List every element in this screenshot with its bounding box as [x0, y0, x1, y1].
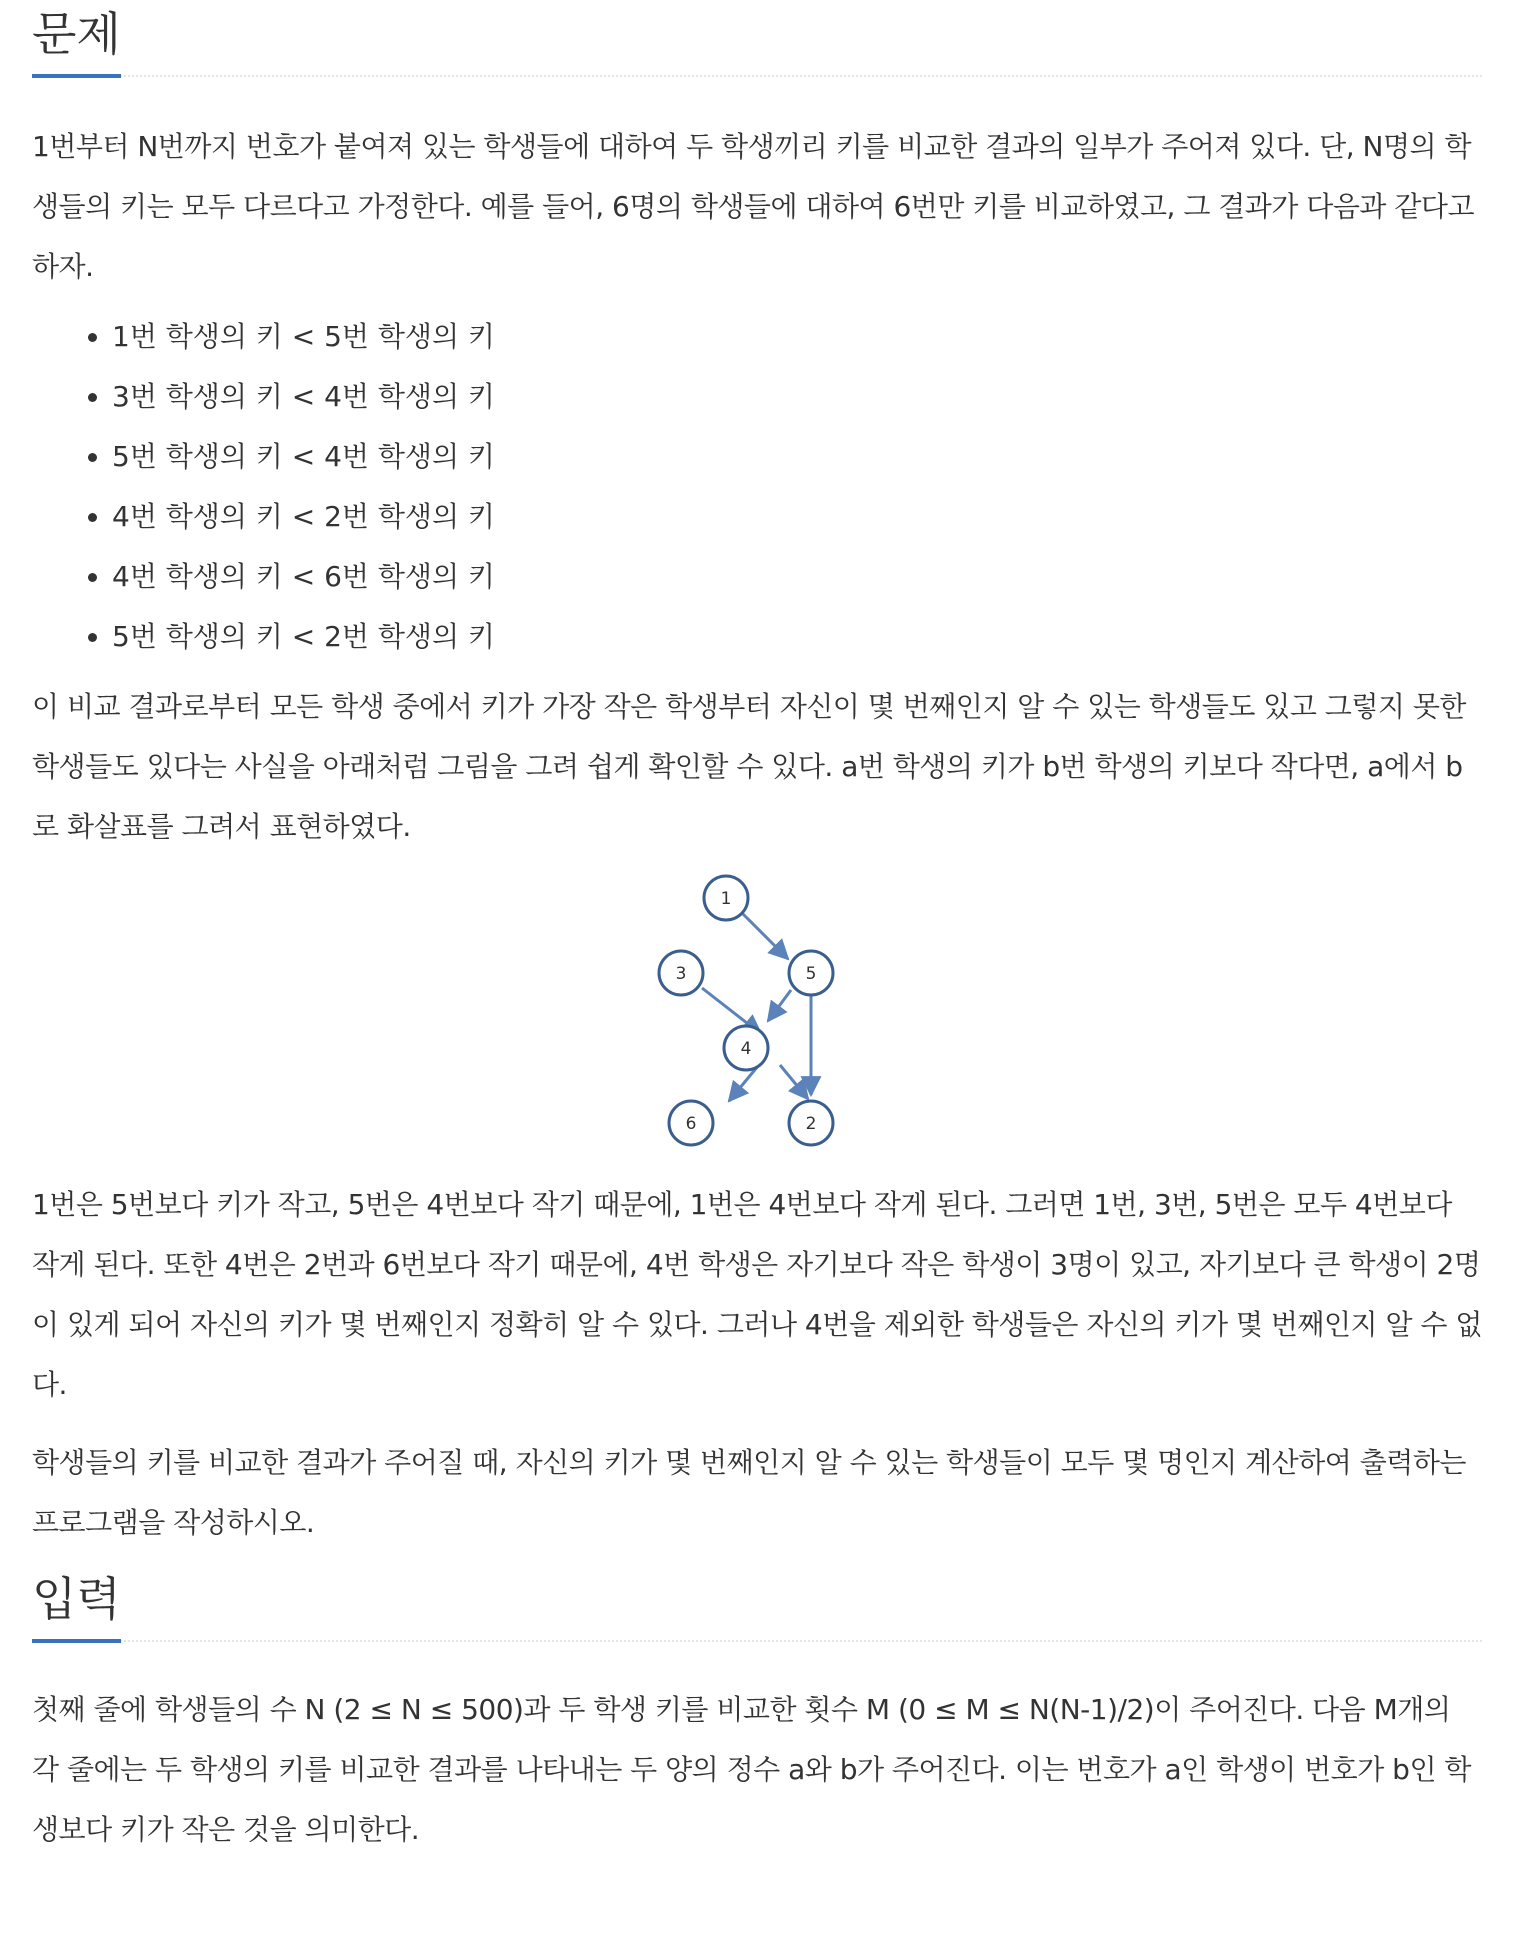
graph-node-4: [724, 1026, 768, 1070]
graph-explanation: 1번은 5번보다 키가 작고, 5번은 4번보다 작기 때문에, 1번은 4번보다 작게 된다. 그러면 1번, 3번, 5번은 모두 4번보다 작게 된다. 또한 4번은 2번과 6번보다 작기 때문에, 4번 학생은 자기보다 작은 학생이 3명이 있고, 자기보다 큰 학생이 2명이 있게 되어 자신의 키가 몇 번째인지 정확히 알 수 있다. 그러나 4번을 제외한 학생들은 자신의 키가 몇 번째인지 알 수 없다.: [32, 1188, 1482, 1401]
input-heading: 입력: [32, 1567, 121, 1643]
relation-item: • 3번 학생의 키 < 4번 학생의 키: [112, 367, 1482, 427]
relation-item: • 4번 학생의 키 < 6번 학생의 키: [112, 547, 1482, 607]
svg-text:3: 3: [675, 964, 687, 984]
relation-item: • 5번 학생의 키 < 4번 학생의 키: [112, 427, 1482, 487]
graph-node-1: [704, 876, 748, 920]
relation-item: • 4번 학생의 키 < 2번 학생의 키: [112, 487, 1482, 547]
graph-node-5: [789, 951, 833, 995]
graph-node-2: [789, 1101, 833, 1145]
comparison-graph: [647, 871, 867, 1161]
problem-section-header: [32, 2, 1482, 77]
svg-text:5: 5: [805, 964, 817, 984]
relation-item: • 1번 학생의 키 < 5번 학생의 키: [112, 307, 1482, 367]
svg-text:2: 2: [805, 1114, 817, 1134]
edge-4-2: [780, 1065, 808, 1099]
problem-page: [0, 2, 1514, 1860]
input-section-header: [32, 1567, 1482, 1642]
graph-node-6: [669, 1101, 713, 1145]
relations-list: [32, 307, 1482, 667]
input-description: 첫째 줄에 학생들의 수 N (2 ≤ N ≤ 500)과 두 학생 키를 비교한 횟수 M (0 ≤ M ≤ N(N-1)/2)이 주어진다. 다음 M개의 각 줄에는 두 학생의 키를 비교한 결과를 나타내는 두 양의 정수 a와 b가 주어진다. 이는 번호가 a인 학생이 번호가 b인 학생보다 키가 작은 것을 의미한다.: [32, 1693, 1471, 1846]
svg-text:1: 1: [720, 889, 732, 909]
svg-text:4: 4: [740, 1039, 752, 1059]
graph-intro: 이 비교 결과로부터 모든 학생 중에서 키가 가장 작은 학생부터 자신이 몇 번째인지 알 수 있는 학생들도 있고 그렇지 못한 학생들도 있다는 사실을 아래처럼 그림을 그려 쉽게 확인할 수 있다. a번 학생의 키가 b번 학생의 키보다 작다면, a에서 b로 화살표를 그려서 표현하였다.: [32, 690, 1466, 843]
svg-text:6: 6: [685, 1114, 697, 1134]
edge-1-5: [742, 913, 788, 959]
problem-heading: 문제: [32, 2, 121, 78]
task-description: 학생들의 키를 비교한 결과가 주어질 때, 자신의 키가 몇 번째인지 알 수 있는 학생들이 모두 몇 명인지 계산하여 출력하는 프로그램을 작성하시오.: [32, 1446, 1466, 1539]
edge-5-4: [768, 990, 791, 1021]
comparison-graph-figure: [32, 871, 1482, 1161]
graph-node-3: [659, 951, 703, 995]
problem-intro: 1번부터 N번까지 번호가 붙여져 있는 학생들에 대하여 두 학생끼리 키를 비교한 결과의 일부가 주어져 있다. 단, N명의 학생들의 키는 모두 다르다고 가정한다. 예를 들어, 6명의 학생들에 대하여 6번만 키를 비교하였고, 그 결과가 다음과 같다고 하자.: [32, 130, 1474, 283]
relation-item: • 5번 학생의 키 < 2번 학생의 키: [112, 607, 1482, 667]
